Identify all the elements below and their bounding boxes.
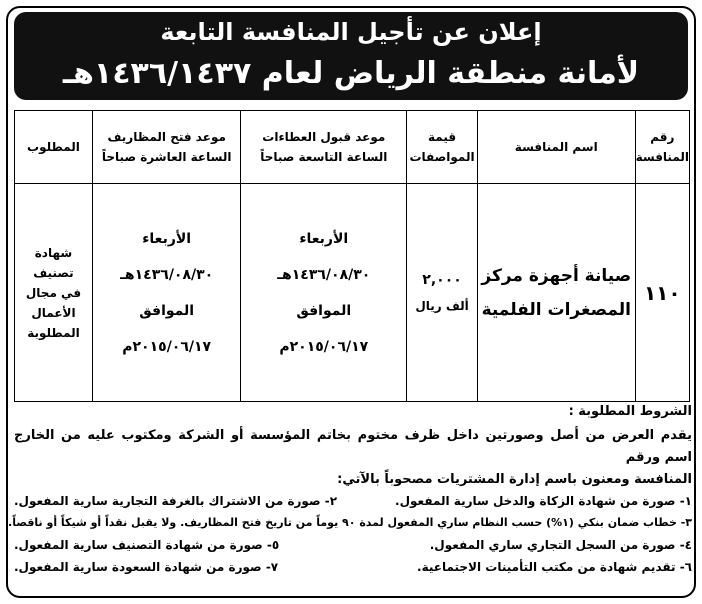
conditions-intro: يقدم العرض من أصل وصورتين داخل ظرف مختوم بخاتم المؤسسة أو الشركة ومكتوب عليه من الخارج اسم ورقم المنافسة ومعنون باسم إدارة المشتريات مصحوباً بالآتي:: [14, 428, 692, 487]
condition-item-2: ٢- صورة من الاشتراك بالغرفة التجارية سارية المفعول.: [14, 494, 338, 508]
condition-item-1: ١- صورة من شهادة الزكاة والدخل سارية المفعول.: [395, 494, 692, 508]
banner-title: إعلان عن تأجيل المنافسة التابعة: [160, 18, 542, 46]
banner-subtitle: لأمانة منطقة الرياض لعام ١٤٣٦/١٤٣٧هـ: [62, 56, 640, 91]
condition-item-7: ٧- صورة من شهادة السعودة سارية المفعول.: [14, 560, 279, 574]
header-spec-value: قيمة المواصفات: [407, 111, 478, 184]
spec-value-unit: ألف ريال: [415, 298, 469, 313]
header-bid-receipt-date: موعد قبول العطاءات الساعة التاسعة صباحاً: [241, 111, 407, 184]
condition-item-6: ٦- تقديم شهادة من مكتب التأمينات الاجتماعية.: [417, 560, 692, 574]
conditions-list: [8, 494, 692, 604]
spec-value: ٢,٠٠٠ ألف ريال: [407, 184, 478, 402]
header-tender-number: رقم المنافسة: [635, 111, 689, 184]
tender-number: ١١٠: [635, 184, 689, 402]
header-envelope-opening-date: موعد فتح المظاريف الساعة العاشرة صباحاً: [92, 111, 241, 184]
condition-item-3: ٣- خطاب ضمان بنكي (١%) حسب النظام ساري المفعول لمدة ٩٠ يوماً من تاريخ فتح المظاريف. ولا يقبل نقداً أو شيكاً أو ناقصاً.: [8, 516, 692, 529]
envelope-opening-date: الأربعاء ١٤٣٦/٠٨/٣٠هـ الموافق ٢٠١٥/٠٦/١٧م: [92, 184, 241, 402]
header-tender-name: اسم المنافسة: [477, 111, 635, 184]
table-row: [15, 184, 690, 402]
tender-name: صيانة أجهزة مركز المصغرات الفلمية: [477, 184, 635, 402]
table-header-row: [15, 111, 690, 184]
header-required: المطلوب: [15, 111, 93, 184]
condition-item-4: ٤- صورة من السجل التجاري ساري المفعول.: [429, 538, 692, 552]
bid-receipt-date: الأربعاء ١٤٣٦/٠٨/٣٠هـ الموافق ٢٠١٥/٠٦/١٧م: [241, 184, 407, 402]
conditions-section: [8, 404, 692, 604]
announcement-banner: [14, 12, 688, 100]
condition-item-5: ٥- صورة من شهادة التصنيف سارية المفعول.: [14, 538, 280, 552]
required-certificate: شهادة تصنيف في مجال الأعمال المطلوبة: [15, 184, 93, 402]
tender-table: [14, 110, 690, 402]
conditions-heading: الشروط المطلوبة :: [568, 404, 692, 419]
